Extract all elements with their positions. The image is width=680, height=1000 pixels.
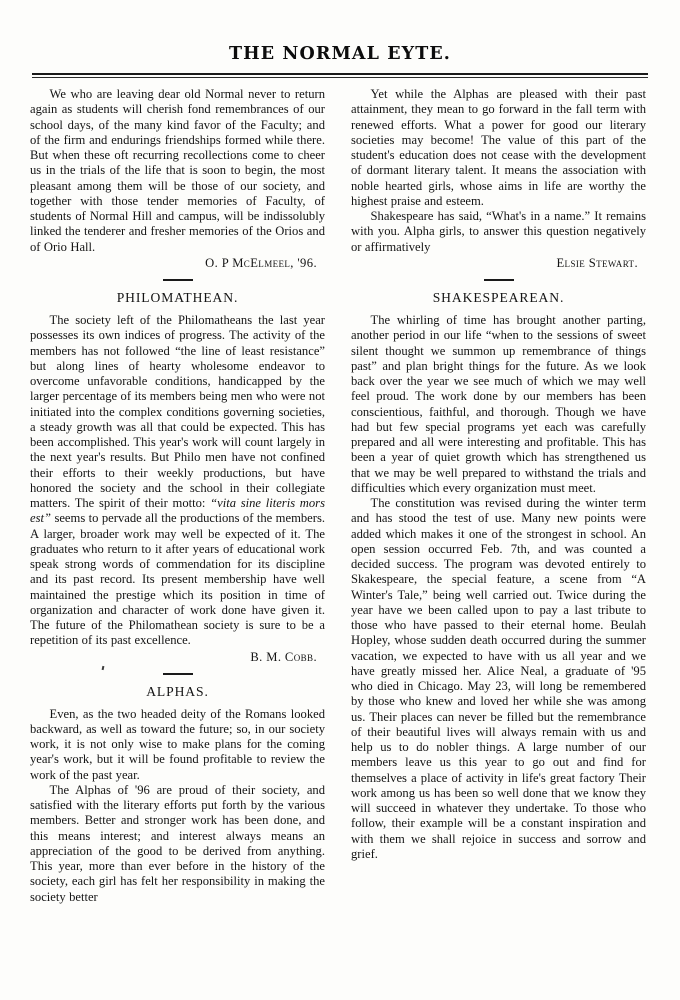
masthead-divider xyxy=(32,73,648,78)
left-column xyxy=(30,87,325,905)
philomathean-latin-motto: “vita sine literis mors est” xyxy=(30,496,325,526)
alphas-heading: ALPHAS. xyxy=(146,683,209,699)
philomathean-byline: B. M. Cobb. xyxy=(250,649,317,664)
philomathean-paragraph xyxy=(30,313,325,649)
philomathean-text-part-2: seems to pervade all the productions of the members. A larger, broader work may well be expected of it. The graduates who return to it after years of educational work speak strong words of commendation for its discipline and its past record. Its present membership have well maintained the prestige which its position in time of organization and character of work done have given it. The future of the Philomathean society is sure to be a repetition of its past excellence. xyxy=(30,511,325,648)
shakespearean-paragraph: The constitution was revised during the winter term and has stood the test of use. Many new points were added which makes it one of the strongest in school. An open session occurred Feb. 7th, and was counted a decided success. The program was devoted entirely to Skakespeare, the special feature, a scene from “A Winter's Tale,” being well carried out. Twice during the year have we been called upon to pay a last tribute to those who have passed to their eternal home. Beulah Hopley, whose sudden death occurred during the summer vacation, we expected to have with us all year and we have greatly missed her. Alice Neal, a graduate of '95 who died in Chicago. May 23, will long be remembered by those who knew and loved her while she was among us. Their places can never be filled but the remembrance of their beautiful lives will always remain with us and help us to do nobler things. A large number of our members leave us this year to go out and find for themselves a place of activity in life's great factory Their work among us has been so well done that we know they will succeed in whatever they undertake. To those who follow, their example will be a constant inspiration and with them we shall rejoice in success and sorrow and grief. xyxy=(351,496,646,861)
section-divider xyxy=(163,279,193,281)
page-title: THE NORMAL EYTE. xyxy=(228,44,451,64)
alphas-continued-paragraph: Shakespeare has said, “What's in a name.” It remains with you. Alpha girls, to answer this question negatively or affirmatively xyxy=(351,209,646,254)
right-column xyxy=(351,87,646,862)
philomathean-heading: PHILOMATHEAN. xyxy=(116,290,239,306)
section-divider xyxy=(163,673,193,675)
shakespearean-paragraph: The whirling of time has brought another parting, another period in our life “when to the sessions of sweet silent thought we summon up remembrance of things past” and plan bright things for the future. As we look back over the year we see much of which we may well feel proud. The work done by our members has been conscientious, faithful, and thorough. Though we have had but few special programs yet each was carefully prepared and all were interesting and profitable. This has been a year of quiet growth which has strengthened us that we may be well prepared to withstand the trials and difficulties which every organization must meet. xyxy=(351,313,646,495)
philomathean-text-part-1: The society left of the Philomatheans the last year possesses its own indices of progress. The activity of the members has not followed “the line of least resistance” but along lines of hearty wholesome endeavor to overcome unfavorable conditions, handicapped by the larger percentage of its members being men who were not initiated into the complex conditions governing societies, a steady growth was all that could be expected. This has been accomplished. This year's work will count largely in the next year's results. But Philo men have not confined their efforts to their weekly productions, but have honored the society and the school in their collegiate matters. The spirit of their motto: xyxy=(30,313,325,511)
section-divider xyxy=(484,279,514,281)
alphas-paragraph: Even, as the two headed deity of the Romans looked backward, as well as toward the future; so, in our society work, it is not only wise to make plans for the coming year's work, but it will be found profitable to review the work of the past year. xyxy=(30,706,325,782)
shakespearean-heading: SHAKESPEAREAN. xyxy=(432,290,565,306)
alphas-byline: Elsie Stewart. xyxy=(556,255,638,270)
opening-article-paragraph: We who are leaving dear old Normal never to return again as students will cherish fond remembrances of our school days, of the many kind favor of the Faculty; and of the firm and endurings friendships formed while there. But when these oft recurring recollections come to cheer us in the trials of the life that is soon to begin, the most pleasant among them will be those of our society, and together with those tender memories of Faculty, of students of Normal Hill and campus, will be indissolubly linked the tenderer and fresher memories of the Orios and of Orio Hall. xyxy=(30,87,325,254)
alphas-continued-paragraph: Yet while the Alphas are pleased with their past attainment, they mean to go forward in the fall term with renewed efforts. What a power for good our literary societies may become! The value of this part of the student's education does not cease with the development of dormant literary talent. It means the association with noble hearted girls, whose aims in life are worthy the highest praise and esteem. xyxy=(351,87,646,208)
two-column-layout xyxy=(30,87,650,905)
alphas-paragraph: The Alphas of '96 are proud of their society, and satisfied with the literary efforts put forth by the various members. Better and stronger work has been done, and this means interest; and interest always means an appreciation of the good to be derived from anything. This year, more than ever before in the history of the society, each girl has felt her responsibility in making the society better xyxy=(30,782,325,904)
opening-article-byline: O. P McElmeel, '96. xyxy=(205,255,317,270)
